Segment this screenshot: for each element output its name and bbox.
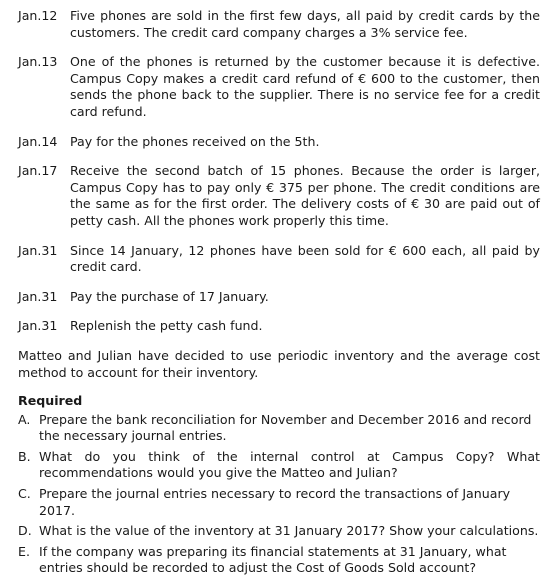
transaction-entry <box>18 163 540 229</box>
transaction-date: Jan.13 <box>18 54 58 70</box>
required-item <box>18 449 540 482</box>
required-item-letter: C. <box>18 486 31 502</box>
required-item <box>18 486 540 519</box>
transaction-text: Five phones are sold in the first few days, all paid by credit cards by the customers. The credit card company charges a 3% service fee. <box>70 8 540 40</box>
required-item <box>18 523 540 540</box>
transaction-date: Jan.31 <box>18 318 58 334</box>
transaction-text: Since 14 January, 12 phones have been sold for € 600 each, all paid by credit card. <box>70 242 540 275</box>
required-item-text: What do you think of the internal control at Campus Copy? What recommendations would you give the Matteo and Julian? <box>39 448 540 481</box>
required-item-letter: A. <box>18 411 31 427</box>
transaction-text: Pay the purchase of 17 January. <box>70 288 269 304</box>
transaction-text: Replenish the petty cash fund. <box>70 318 263 334</box>
transaction-date: Jan.31 <box>18 288 58 304</box>
required-item-letter: E. <box>18 543 30 559</box>
required-item <box>18 544 540 577</box>
transaction-entry <box>18 289 540 306</box>
transaction-date: Jan.17 <box>18 163 58 179</box>
required-item-letter: D. <box>18 523 32 539</box>
transaction-entry <box>18 243 540 276</box>
required-heading: Required <box>18 393 83 409</box>
required-item <box>18 412 540 445</box>
transaction-text: Receive the second batch of 15 phones. Because the order is larger, Campus Copy has to pay only € 375 per phone. The credit conditions are the same as for the first order. The delivery costs of € 30 are paid out of petty cash. All the phones work properly this time. <box>70 163 540 228</box>
transaction-text: Pay for the phones received on the 5th. <box>70 133 320 149</box>
transaction-date: Jan.12 <box>18 8 58 23</box>
transaction-entry <box>18 318 540 335</box>
transaction-entry <box>18 8 540 41</box>
required-item-text: If the company was preparing its financial statements at 31 January, what entries should be recorded to adjust the Cost of Goods Sold account? <box>39 543 507 576</box>
transaction-entry <box>18 54 540 120</box>
document-page <box>18 8 540 581</box>
required-item-text: Prepare the bank reconciliation for November and December 2016 and record the necessary journal entries. <box>39 411 532 444</box>
closing-paragraph: Matteo and Julian have decided to use periodic inventory and the average cost method to account for their inventory. <box>18 347 540 380</box>
required-item-letter: B. <box>18 448 31 464</box>
required-item-text: What is the value of the inventory at 31 January 2017? Show your calculations. <box>39 523 539 539</box>
transaction-entry <box>18 134 540 151</box>
transaction-date: Jan.14 <box>18 133 58 149</box>
transaction-text: One of the phones is returned by the customer because it is defective. Campus Copy makes a credit card refund of € 600 to the customer, then sends the phone back to the supplier. There is no service fee for a credit card refund. <box>70 54 540 119</box>
transaction-date: Jan.31 <box>18 242 58 258</box>
required-item-text: Prepare the journal entries necessary to record the transactions of January 2017. <box>39 486 511 518</box>
